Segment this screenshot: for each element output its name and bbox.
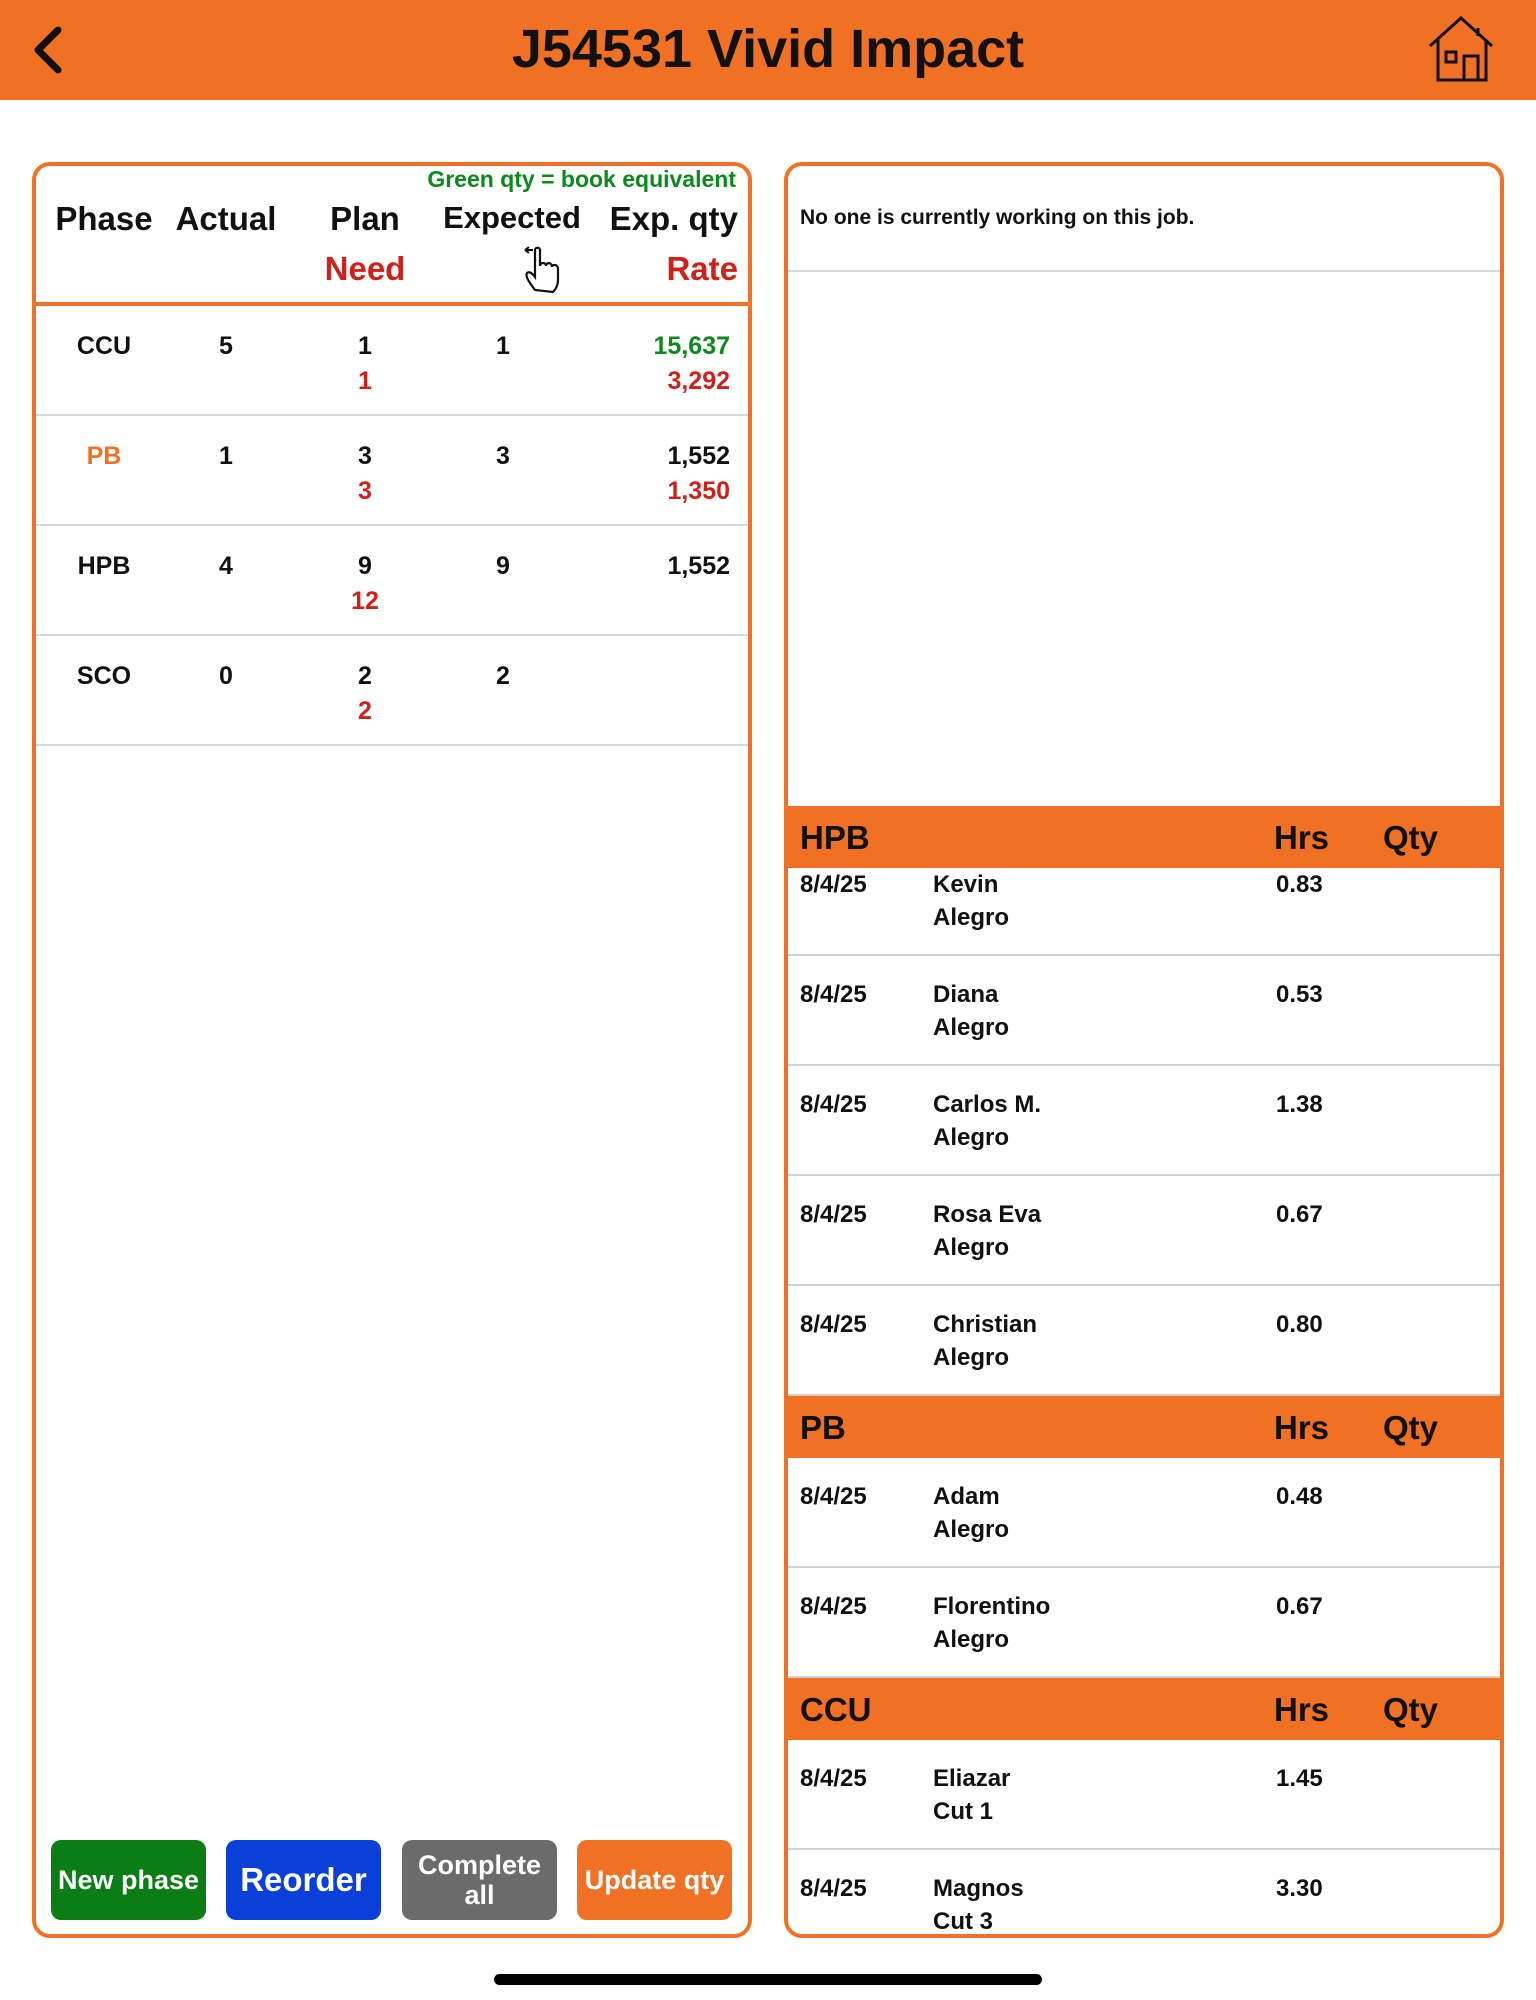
hrs-header: Hrs bbox=[1274, 1409, 1330, 1446]
work-entry[interactable] bbox=[788, 1740, 1500, 1850]
worker-name: Kevin bbox=[933, 871, 999, 898]
qty-header: Qty bbox=[1383, 819, 1439, 856]
work-entry[interactable] bbox=[788, 956, 1500, 1066]
qty-header: Qty bbox=[1383, 1409, 1439, 1446]
hand-cursor-icon bbox=[521, 244, 565, 294]
work-entry[interactable] bbox=[788, 1458, 1500, 1568]
col-phase: Phase bbox=[55, 200, 153, 237]
actual-value: 0 bbox=[219, 662, 233, 690]
actual-value: 1 bbox=[219, 442, 233, 470]
entry-hours: 0.83 bbox=[1276, 871, 1323, 898]
qty-header: Qty bbox=[1383, 1691, 1439, 1728]
entry-worker bbox=[933, 1088, 1041, 1154]
expected-value: 3 bbox=[496, 442, 510, 470]
worker-detail: Alegro bbox=[933, 1344, 1010, 1371]
entry-date: 8/4/25 bbox=[800, 1483, 867, 1510]
rate-value: 1,350 bbox=[667, 477, 730, 505]
entry-hours: 0.80 bbox=[1276, 1311, 1323, 1338]
rate-value: 3,292 bbox=[667, 367, 730, 395]
reorder-button[interactable]: Reorder bbox=[226, 1840, 381, 1920]
col-need: Need bbox=[324, 250, 406, 287]
need-value: 3 bbox=[358, 477, 372, 505]
worker-detail: Alegro bbox=[933, 1516, 1010, 1543]
entry-worker bbox=[933, 1198, 1041, 1264]
plan-value: 9 bbox=[358, 552, 372, 580]
exp-qty-value: 1,552 bbox=[667, 552, 730, 580]
worker-name: Carlos M. bbox=[933, 1091, 1042, 1118]
worker-detail: Cut 1 bbox=[933, 1798, 993, 1825]
section-name: PB bbox=[800, 1409, 846, 1446]
actual-value: 5 bbox=[219, 332, 233, 360]
entry-hours: 1.45 bbox=[1276, 1765, 1323, 1792]
work-entry[interactable] bbox=[788, 1850, 1500, 1938]
need-value: 2 bbox=[358, 697, 372, 725]
phase-name: CCU bbox=[76, 332, 132, 360]
worker-detail: Alegro bbox=[933, 904, 1010, 931]
worker-name: Diana bbox=[933, 981, 999, 1008]
expected-value: 1 bbox=[496, 332, 510, 360]
green-qty-note: Green qty = book equivalent bbox=[427, 166, 736, 192]
expected-value: 9 bbox=[496, 552, 510, 580]
col-actual: Actual bbox=[175, 200, 277, 237]
work-entry[interactable] bbox=[788, 1066, 1500, 1176]
section-name: HPB bbox=[800, 819, 870, 856]
plan-value: 3 bbox=[358, 442, 372, 470]
worker-name: Christian bbox=[933, 1311, 1038, 1338]
new-phase-button[interactable]: New phase bbox=[51, 1840, 206, 1920]
exp-qty-value: 1,552 bbox=[667, 442, 730, 470]
divider bbox=[788, 270, 1500, 272]
entry-hours: 0.67 bbox=[1276, 1201, 1323, 1228]
entry-date: 8/4/25 bbox=[800, 1593, 867, 1620]
actual-value: 4 bbox=[219, 552, 233, 580]
section-header-pb bbox=[788, 1396, 1500, 1458]
update-qty-button[interactable]: Update qty bbox=[577, 1840, 732, 1920]
worker-name: Eliazar bbox=[933, 1765, 1011, 1792]
phases-panel bbox=[32, 162, 752, 1938]
work-entry[interactable] bbox=[788, 1286, 1500, 1396]
phase-name: HPB bbox=[77, 552, 131, 580]
worker-detail: Alegro bbox=[933, 1626, 1010, 1653]
phase-row[interactable] bbox=[36, 416, 748, 526]
entry-date: 8/4/25 bbox=[800, 1311, 867, 1338]
phase-row[interactable] bbox=[36, 306, 748, 416]
worker-name: Florentino bbox=[933, 1593, 1051, 1620]
phase-row[interactable] bbox=[36, 526, 748, 636]
exp-qty-value: 15,637 bbox=[653, 332, 730, 360]
home-indicator[interactable] bbox=[494, 1974, 1042, 1985]
plan-value: 1 bbox=[358, 332, 372, 360]
section-header-hpb bbox=[788, 806, 1500, 868]
phase-row[interactable] bbox=[36, 636, 748, 746]
worker-name: Rosa Eva bbox=[933, 1201, 1042, 1228]
work-log-panel bbox=[784, 162, 1504, 1938]
need-value: 12 bbox=[351, 587, 379, 615]
col-rate: Rate bbox=[666, 250, 738, 287]
phase-name: SCO bbox=[76, 662, 132, 690]
entry-hours: 0.67 bbox=[1276, 1593, 1323, 1620]
work-entry[interactable] bbox=[788, 1568, 1500, 1678]
work-entry[interactable] bbox=[788, 1176, 1500, 1286]
entry-worker bbox=[933, 868, 1009, 934]
working-status: No one is currently working on this job. bbox=[800, 206, 1195, 229]
section-name: CCU bbox=[800, 1691, 872, 1728]
complete-all-button[interactable]: Complete all bbox=[402, 1840, 557, 1920]
worker-name: Magnos bbox=[933, 1875, 1024, 1902]
entry-worker bbox=[933, 1308, 1037, 1374]
section-header-ccu bbox=[788, 1678, 1500, 1740]
entry-date: 8/4/25 bbox=[800, 871, 867, 898]
entry-date: 8/4/25 bbox=[800, 1091, 867, 1118]
worker-detail: Alegro bbox=[933, 1124, 1010, 1151]
page-title: J54531 Vivid Impact bbox=[511, 19, 1025, 79]
entry-hours: 0.48 bbox=[1276, 1483, 1323, 1510]
col-plan: Plan bbox=[330, 200, 400, 237]
entry-worker bbox=[933, 1590, 1050, 1656]
entry-date: 8/4/25 bbox=[800, 1875, 867, 1902]
worker-detail: Alegro bbox=[933, 1014, 1010, 1041]
top-bar bbox=[0, 0, 1536, 100]
entry-date: 8/4/25 bbox=[800, 981, 867, 1008]
entry-hours: 0.53 bbox=[1276, 981, 1323, 1008]
worker-detail: Alegro bbox=[933, 1234, 1010, 1261]
need-value: 1 bbox=[358, 367, 372, 395]
work-entry[interactable] bbox=[788, 868, 1500, 956]
entry-date: 8/4/25 bbox=[800, 1765, 867, 1792]
entry-worker bbox=[933, 1872, 1024, 1938]
expected-value: 2 bbox=[496, 662, 510, 690]
worker-detail: Cut 3 bbox=[933, 1908, 993, 1935]
col-exp-qty: Exp. qty bbox=[609, 200, 738, 237]
entry-hours: 1.38 bbox=[1276, 1091, 1323, 1118]
entry-worker bbox=[933, 1762, 1010, 1828]
hrs-header: Hrs bbox=[1274, 819, 1330, 856]
entry-date: 8/4/25 bbox=[800, 1201, 867, 1228]
phase-name: PB bbox=[86, 442, 122, 470]
entry-worker bbox=[933, 1480, 1009, 1546]
hrs-header: Hrs bbox=[1274, 1691, 1330, 1728]
entry-worker bbox=[933, 978, 1009, 1044]
worker-name: Adam bbox=[933, 1483, 1000, 1510]
col-expected: Expected bbox=[443, 200, 581, 235]
home-icon[interactable] bbox=[1424, 12, 1498, 86]
plan-value: 2 bbox=[358, 662, 372, 690]
entry-hours: 3.30 bbox=[1276, 1875, 1323, 1902]
